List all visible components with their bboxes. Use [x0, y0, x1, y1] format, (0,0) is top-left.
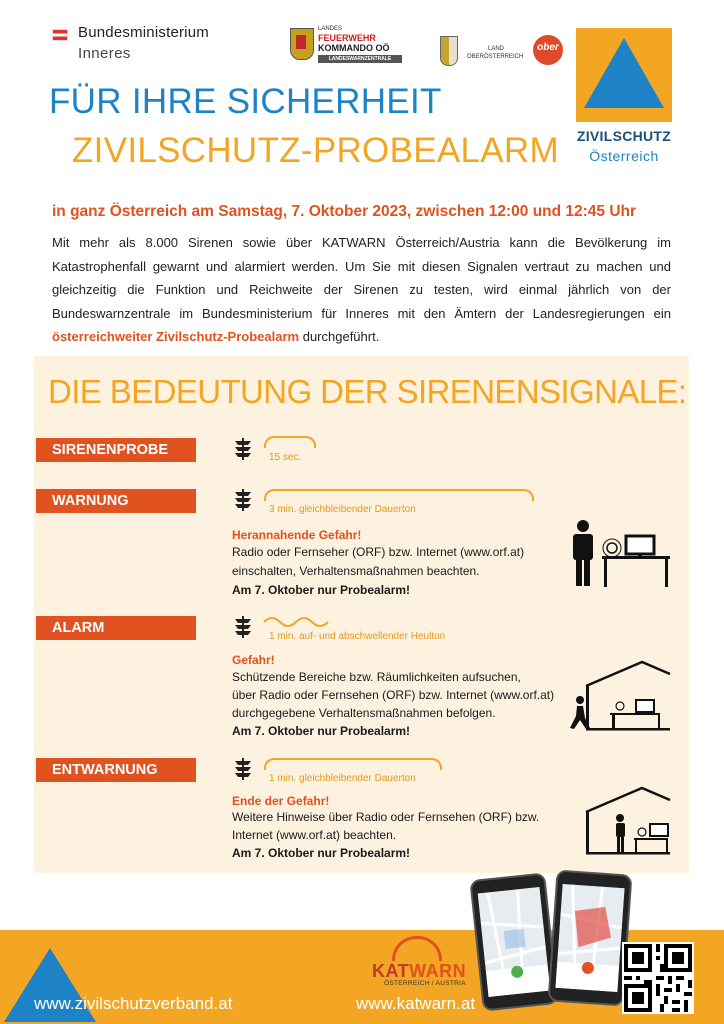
warnung-line2: einschalten, Verhaltensmaßnahmen beachten.	[232, 564, 480, 578]
entwarnung-heading: Ende der Gefahr!	[232, 794, 330, 808]
caption-warnung: 3 min. gleichbleibender Dauerton	[269, 504, 416, 515]
zivilschutz-logo	[576, 28, 672, 122]
intro-tail: durchgeführt.	[302, 329, 380, 344]
fw-line2: FEUERWEHR	[318, 33, 376, 43]
katwarn-logo	[372, 961, 466, 982]
alarm-heading: Gefahr!	[232, 653, 275, 667]
ministry-subtitle: Inneres	[78, 45, 131, 62]
warnung-heading: Herannahende Gefahr!	[232, 528, 362, 542]
fw-line3: KOMMANDO OÖ	[318, 43, 390, 53]
siren-icon	[232, 438, 254, 460]
person-inside-house-icon	[564, 786, 674, 856]
zivilschutz-name: ZIVILSCHUTZ	[576, 128, 672, 144]
person-entering-house-icon	[564, 660, 674, 732]
label-warnung: WARNUNG	[36, 489, 196, 513]
signal-arc-medium	[264, 758, 442, 770]
katwarn-logo-a: KAT	[372, 961, 410, 981]
entwarnung-line2: Internet (www.orf.at) beachten.	[232, 828, 397, 842]
siren-icon	[232, 616, 254, 638]
alarm-line1: Schützende Bereiche bzw. Räumlichkeiten aufsuchen,	[232, 670, 521, 684]
ober-logo-text: ober	[537, 42, 559, 53]
zivilschutz-subname: Österreich	[589, 148, 659, 164]
intro-highlight: österreichweiter Zivilschutz-Probealarm	[52, 329, 300, 344]
katwarn-link[interactable]: www.katwarn.at	[356, 994, 476, 1013]
austria-flag-icon	[52, 29, 68, 41]
oberoesterreich-label: OBERÖSTERREICH	[467, 54, 524, 60]
fw-line1: LANDES	[318, 26, 343, 32]
label-sirenenprobe: SIRENENPROBE	[36, 438, 196, 462]
signals-title: DIE BEDEUTUNG DER SIRENENSIGNALE:	[48, 373, 687, 410]
warnung-note: Am 7. Oktober nur Probealarm!	[232, 583, 411, 597]
phone-image-right	[547, 870, 632, 1007]
headline-2: ZIVILSCHUTZ-PROBEALARM	[72, 131, 559, 170]
siren-icon	[232, 489, 254, 511]
caption-probe: 15 sec.	[269, 452, 302, 463]
alarm-line3: durchgegebene Verhaltensmaßnahmen befolgen.	[232, 706, 496, 720]
caption-alarm: 1 min. auf- und abschwellender Heulton	[269, 631, 446, 642]
siren-icon	[232, 758, 254, 780]
fw-line4: LANDESWARNZENTRALE	[318, 55, 402, 63]
feuerwehr-crest-icon	[290, 28, 314, 60]
ooe-coat-of-arms-icon	[440, 36, 458, 66]
label-entwarnung: ENTWARNUNG	[36, 758, 196, 782]
entwarnung-note: Am 7. Oktober nur Probealarm!	[232, 846, 411, 860]
date-line: in ganz Österreich am Samstag, 7. Oktober 2023, zwischen 12:00 und 12:45 Uhr	[52, 203, 637, 220]
zivilschutz-triangle-icon	[584, 38, 664, 108]
alarm-line2: über Radio oder Fernsehen (ORF) bzw. Internet (www.orf.at)	[232, 688, 555, 702]
feuerwehr-logo	[290, 26, 402, 66]
phone-image-left	[469, 872, 558, 1011]
zivilschutzverband-link[interactable]: www.zivilschutzverband.at	[34, 994, 233, 1013]
land-label: LAND	[488, 46, 505, 52]
intro-text: Mit mehr als 8.000 Sirenen sowie über KATWARN Österreich/Austria kann die Bevölkerung im Katastrophenfall gewarnt und alarmiert werden. Um Sie mit diesen Signalen vertraut zu machen und gleichzeitig die Funktion und Reichweite der Sirenen zu testen, wird einmal jährlich von der Bundeswarnzentrale im Bundesministerium für Inneres mit den Ämtern der Landesregierungen ein	[52, 235, 671, 321]
signal-arc-short	[264, 436, 316, 448]
signal-arc-long	[264, 489, 534, 501]
label-alarm: ALARM	[36, 616, 196, 640]
katwarn-sub: ÖSTERREICH / AUSTRIA	[384, 980, 466, 987]
ministry-title: Bundesministerium	[78, 24, 209, 41]
warnung-line1: Radio oder Fernseher (ORF) bzw. Internet (www.orf.at)	[232, 545, 525, 559]
person-with-radio-tv-icon	[566, 516, 672, 590]
katwarn-logo-b: WARN	[409, 961, 467, 981]
alarm-note: Am 7. Oktober nur Probealarm!	[232, 724, 411, 738]
intro-paragraph	[52, 231, 671, 349]
headline-1: FÜR IHRE SICHERHEIT	[49, 82, 442, 121]
caption-entwarnung: 1 min. gleichbleibender Dauerton	[269, 773, 416, 784]
ober-logo	[533, 35, 563, 65]
entwarnung-line1: Weitere Hinweise über Radio oder Fernsehen (ORF) bzw.	[232, 810, 540, 824]
qr-code-icon[interactable]	[622, 942, 694, 1014]
signal-wave-icon	[262, 612, 332, 628]
